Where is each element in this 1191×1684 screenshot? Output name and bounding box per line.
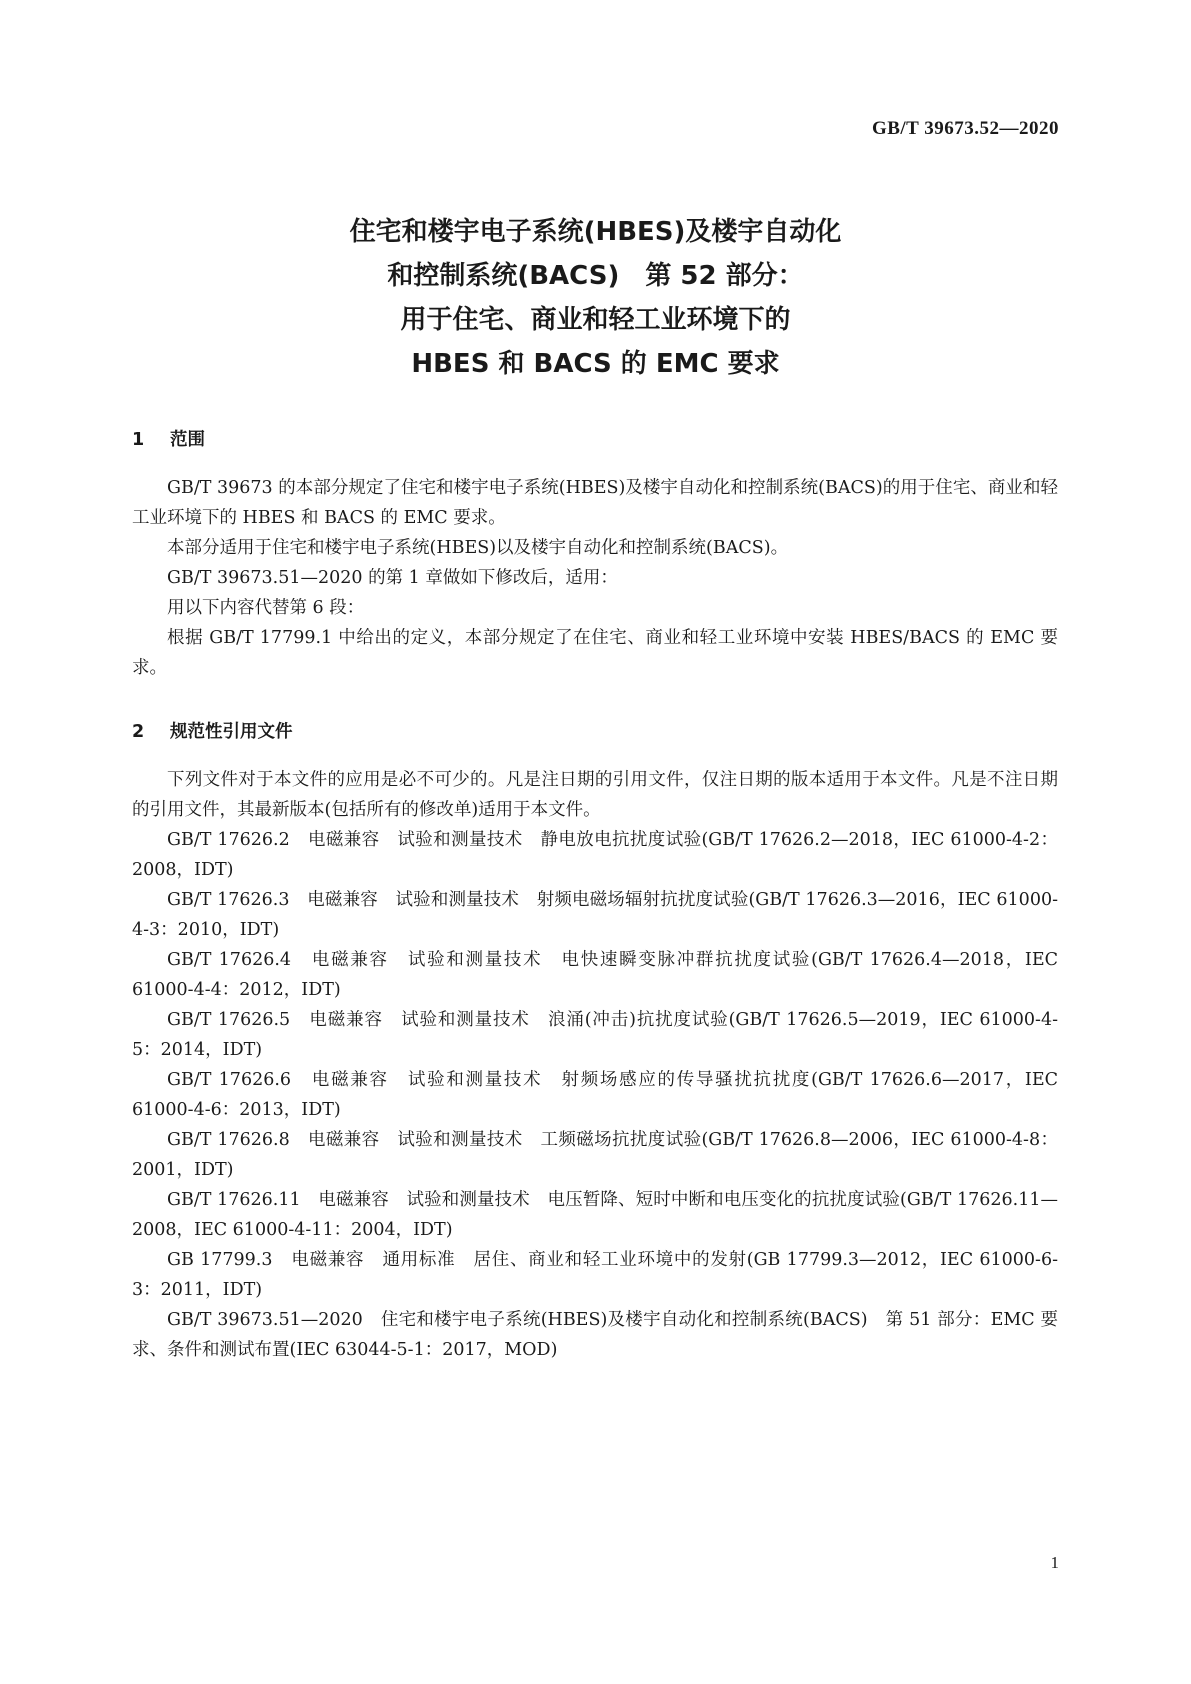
- title-line: 用于住宅、商业和轻工业环境下的: [400, 305, 791, 335]
- reference-entry: GB/T 17626.4 电磁兼容 试验和测量技术 电快速瞬变脉冲群抗扰度试验(GB/T 17626.4—2018，IEC 61000-4-4：2012，IDT): [132, 950, 1058, 1000]
- document-title: [0, 210, 1191, 386]
- paragraph: 本部分适用于住宅和楼宇电子系统(HBES)以及楼宇自动化和控制系统(BACS)。: [167, 538, 789, 558]
- paragraph: 下列文件对于本文件的应用是必不可少的。凡是注日期的引用文件，仅注日期的版本适用于本文件。凡是不注日期的引用文件，其最新版本(包括所有的修改单)适用于本文件。: [132, 770, 1058, 820]
- paragraph: 根据 GB/T 17799.1 中给出的定义，本部分规定了在住宅、商业和轻工业环境中安装 HBES/BACS 的 EMC 要求。: [132, 628, 1058, 678]
- section-heading-scope: [132, 425, 1058, 455]
- reference-entry: GB/T 17626.3 电磁兼容 试验和测量技术 射频电磁场辐射抗扰度试验(GB/T 17626.3—2016，IEC 61000-4-3：2010，IDT): [132, 890, 1058, 940]
- page-number: 1: [1050, 1553, 1059, 1572]
- standard-number: GB/T 39673.52—2020: [871, 118, 1059, 139]
- reference-entry: GB 17799.3 电磁兼容 通用标准 居住、商业和轻工业环境中的发射(GB 17799.3—2012，IEC 61000-6-3：2011，IDT): [132, 1250, 1058, 1300]
- reference-entry: GB/T 39673.51—2020 住宅和楼宇电子系统(HBES)及楼宇自动化和控制系统(BACS) 第 51 部分：EMC 要求、条件和测试布置(IEC 63044-5-1：2017，MOD): [132, 1310, 1058, 1360]
- reference-entry: GB/T 17626.8 电磁兼容 试验和测量技术 工频磁场抗扰度试验(GB/T 17626.8—2006，IEC 61000-4-8：2001，IDT): [132, 1130, 1058, 1180]
- section-title: 规范性引用文件: [170, 722, 293, 742]
- title-line: HBES 和 BACS 的 EMC 要求: [411, 349, 780, 379]
- paragraph: GB/T 39673 的本部分规定了住宅和楼宇电子系统(HBES)及楼宇自动化和控制系统(BACS)的用于住宅、商业和轻工业环境下的 HBES 和 BACS 的 EMC 要求。: [132, 478, 1058, 528]
- title-line: 住宅和楼宇电子系统(HBES)及楼宇自动化: [349, 217, 842, 247]
- paragraph: 用以下内容代替第 6 段：: [167, 598, 365, 618]
- section-heading-normative-references: [132, 717, 1058, 747]
- section-number: 2: [132, 722, 145, 742]
- section-title: 范围: [170, 430, 205, 450]
- paragraph: GB/T 39673.51—2020 的第 1 章做如下修改后，适用：: [167, 568, 618, 588]
- reference-entry: GB/T 17626.11 电磁兼容 试验和测量技术 电压暂降、短时中断和电压变化的抗扰度试验(GB/T 17626.11—2008，IEC 61000-4-11：2004，IDT): [132, 1190, 1058, 1240]
- reference-entry: GB/T 17626.2 电磁兼容 试验和测量技术 静电放电抗扰度试验(GB/T 17626.2—2018，IEC 61000-4-2：2008，IDT): [132, 830, 1058, 880]
- reference-entry: GB/T 17626.6 电磁兼容 试验和测量技术 射频场感应的传导骚扰抗扰度(GB/T 17626.6—2017，IEC 61000-4-6：2013，IDT): [132, 1070, 1058, 1120]
- reference-entry: GB/T 17626.5 电磁兼容 试验和测量技术 浪涌(冲击)抗扰度试验(GB/T 17626.5—2019，IEC 61000-4-5：2014，IDT): [132, 1010, 1058, 1060]
- document-body: [132, 425, 1058, 1365]
- title-line: 和控制系统(BACS) 第 52 部分：: [387, 261, 804, 291]
- section-number: 1: [132, 430, 145, 450]
